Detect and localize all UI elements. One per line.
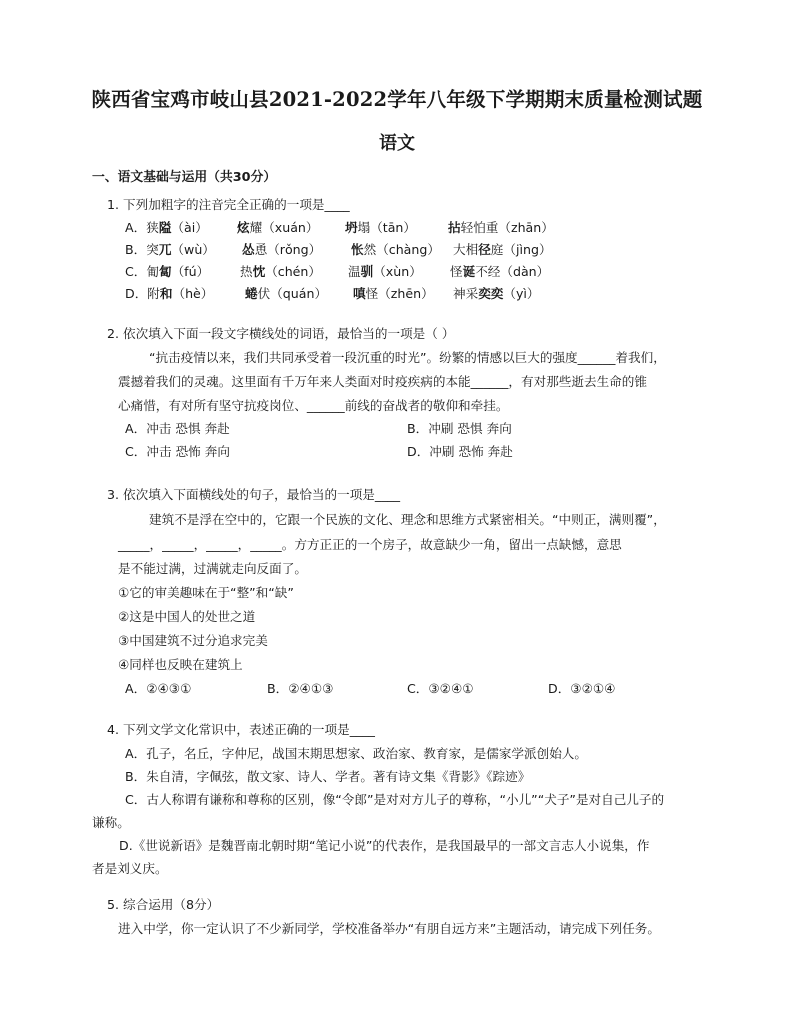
q3-option-a: A．②④③① [125, 681, 192, 696]
q5-stem: 5. 综合运用（8分） [107, 897, 220, 912]
document-title: 陕西省宝鸡市岐山县2021-2022学年八年级下学期期末质量检测试题 [91, 88, 703, 111]
q2-passage-line-2: 震撼着我们的灵魂。这里面有千万年来人类面对时疫疾病的本能______，有对那些逝去生命的锥 [118, 374, 647, 389]
q1-option-b-4: 大相径庭（jìng） [453, 242, 552, 257]
q1-option-c-4: 怪诞不经（dàn） [450, 264, 550, 279]
q3-sentence-2: ②这是中国人的处世之道 [118, 609, 256, 624]
q1-option-c-2: 热忱（chén） [240, 264, 322, 279]
q1-option-b-2: 怂恿（rǒng） [242, 242, 322, 257]
q4-option-b: B．朱自清，字佩弦，散文家、诗人、学者。著有诗文集《背影》《踪迹》 [125, 769, 531, 784]
q2-stem: 2. 依次填入下面一段文字横线处的词语，最恰当的一项是（ ） [107, 326, 455, 341]
q3-option-d: D．③②①④ [548, 681, 616, 696]
q3-stem: 3. 依次填入下面横线处的句子，最恰当的一项是____ [107, 487, 401, 502]
q2-passage-line-3: 心痛惜，有对所有坚守抗疫岗位、______前线的奋战者的敬仰和牵挂。 [118, 398, 509, 413]
q1-stem: 1. 下列加粗字的注音完全正确的一项是____ [107, 197, 350, 212]
q2-passage-line-1: “抗击疫情以来，我们共同承受着一段沉重的时光”。纷繁的情感以巨大的强度______着我们， [149, 350, 666, 365]
q3-passage-line-1: 建筑不是浮在空中的，它跟一个民族的文化、理念和思维方式紧密相关。“中则正，满则覆”， [149, 512, 666, 527]
q3-sentence-4: ④同样也反映在建筑上 [118, 657, 243, 672]
q1-option-a-2: 炫耀（xuán） [237, 220, 319, 235]
q2-option-b: B．冲刷 恐惧 奔向 [407, 421, 512, 436]
q4-stem: 4. 下列文学文化常识中，表述正确的一项是____ [107, 722, 375, 737]
q3-option-c: C．③②④① [407, 681, 474, 696]
q1-option-d-2: 蜷伏（quán） [245, 286, 328, 301]
q1-option-b-3: 怅然（chàng） [351, 242, 440, 257]
q2-option-c: C．冲击 恐怖 奔向 [125, 444, 230, 459]
q3-sentence-1: ①它的审美趣味在于“整”和“缺” [118, 585, 294, 600]
q3-passage-line-2: _____，_____，_____，_____。方方正正的一个房子，故意缺少一角，留出一点缺憾，意思 [118, 537, 622, 552]
q2-option-a: A．冲击 恐惧 奔赴 [125, 421, 230, 436]
q5-passage: 进入中学，你一定认识了不少新同学，学校准备举办“有朋自远方来”主题活动，请完成下列任务。 [118, 921, 660, 936]
q4-option-d-line-1: D.《世说新语》是魏晋南北朝时期“笔记小说”的代表作，是我国最早的一部文言志人小说集，作 [119, 838, 650, 853]
q1-option-d-3: 嗔怪（zhēn） [353, 286, 434, 301]
q4-option-d-line-2: 者是刘义庆。 [92, 861, 168, 876]
q4-option-c-line-1: C．古人称谓有谦称和尊称的区别，像“令郎”是对对方儿子的尊称，“小儿”“犬子”是对自己儿子的 [125, 792, 665, 807]
q1-option-a-1: A．狭隘（ài） [125, 220, 208, 235]
q1-option-a-4: 拈轻怕重（zhān） [448, 220, 554, 235]
q1-option-a-3: 坍塌（tān） [345, 220, 417, 235]
q1-option-d-4: 神采奕奕（yì） [453, 286, 540, 301]
q1-option-c-3: 温驯（xùn） [348, 264, 422, 279]
q4-option-a: A．孔子，名丘，字仲尼，战国末期思想家、政治家、教育家，是儒家学派创始人。 [125, 746, 587, 761]
q1-option-b-1: B．突兀（wù） [125, 242, 215, 257]
document-subtitle: 语文 [379, 133, 415, 154]
q3-sentence-3: ③中国建筑不过分追求完美 [118, 633, 268, 648]
section-heading: 一、语文基础与运用（共30分） [92, 170, 277, 185]
q1-option-d-1: D．附和（hè） [125, 286, 214, 301]
q3-option-b: B．②④①③ [267, 681, 334, 696]
q4-option-c-line-2: 谦称。 [92, 815, 130, 830]
q1-option-c-1: C．匍匐（fú） [125, 264, 210, 279]
q2-option-d: D．冲刷 恐怖 奔赴 [407, 444, 513, 459]
q3-passage-line-3: 是不能过满，过满就走向反面了。 [118, 561, 307, 576]
